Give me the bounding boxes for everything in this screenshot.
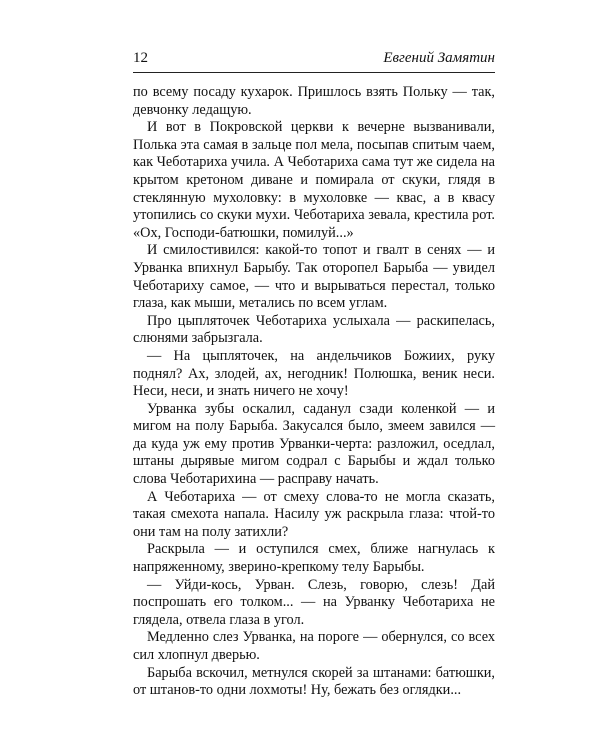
paragraph: И смилостивился: какой-то топот и гвалт в сенях — и Урванка впихнул Барыбу. Так оторопел Барыба — увидел Чеботариху самое, — что и вырываться перестал, только глаза, как мыши, метались по всем углам. xyxy=(133,242,495,312)
body-text xyxy=(133,84,495,700)
paragraph: Раскрыла — и оступился смех, ближе нагнулась к напряженному, зверино-крепкому телу Барыбы. xyxy=(133,541,495,576)
paragraph: Медленно слез Урванка, на пороге — обернулся, со всех сил хлопнул дверью. xyxy=(133,629,495,663)
page-number: 12 xyxy=(133,50,148,66)
paragraph: — На цыпляточек, на андельчиков Божиих, руку поднял? Ах, злодей, ах, негодник! Полюшка, веник неси. Неси, неси, и знать ничего не хочу! xyxy=(133,347,495,400)
running-head-author: Евгений Замятин xyxy=(383,50,495,66)
paragraph: Урванка зубы оскалил, саданул сзади коленкой — и мигом на полу Барыба. Закусался было, змеем завился — да куда уж ему против Урванки-черта: разложил, оседлал, штаны дырявые мигом содрал с Барыбы и ждал только слова Чеботарихина — расправу начать. xyxy=(133,400,495,488)
paragraph: Про цыпляточек Чеботариха услыхала — раскипелась, слюнями забрызгала. xyxy=(133,312,495,347)
paragraph: по всему посаду кухарок. Пришлось взять Польку — так, девчонку ледащую. xyxy=(133,84,495,118)
paragraph: А Чеботариха — от смеху слова-то не могла сказать, такая смехота напала. Насилу уж раскрыла глаза: чтой-то они там на полу затихли? xyxy=(133,488,495,540)
page-header xyxy=(133,50,495,73)
paragraph: — Уйди-кось, Урван. Слезь, говорю, слезь! Дай поспрошать его толком... — на Урванку Чеботариха не глядела, отвела глаза в угол. xyxy=(133,576,495,628)
paragraph: Барыба вскочил, метнулся скорей за штанами: батюшки, от штанов-то одни лохмоты! Ну, бежать без оглядки... xyxy=(133,664,495,699)
paragraph: И вот в Покровской церкви к вечерне вызванивали, Полька эта самая в зальце пол мела, посыпав спитым чаем, как Чеботариха учила. А Чеботариха сама тут же сидела на крытом кретоном диване и помирала от скуки, глядя в стеклянную мухоловку: в мухоловке — квас, а в квасу утопились со скуки мухи. Чеботариха зевала, крестила рот. «Ох, Господи-батюшки, помилуй...» xyxy=(133,119,495,241)
